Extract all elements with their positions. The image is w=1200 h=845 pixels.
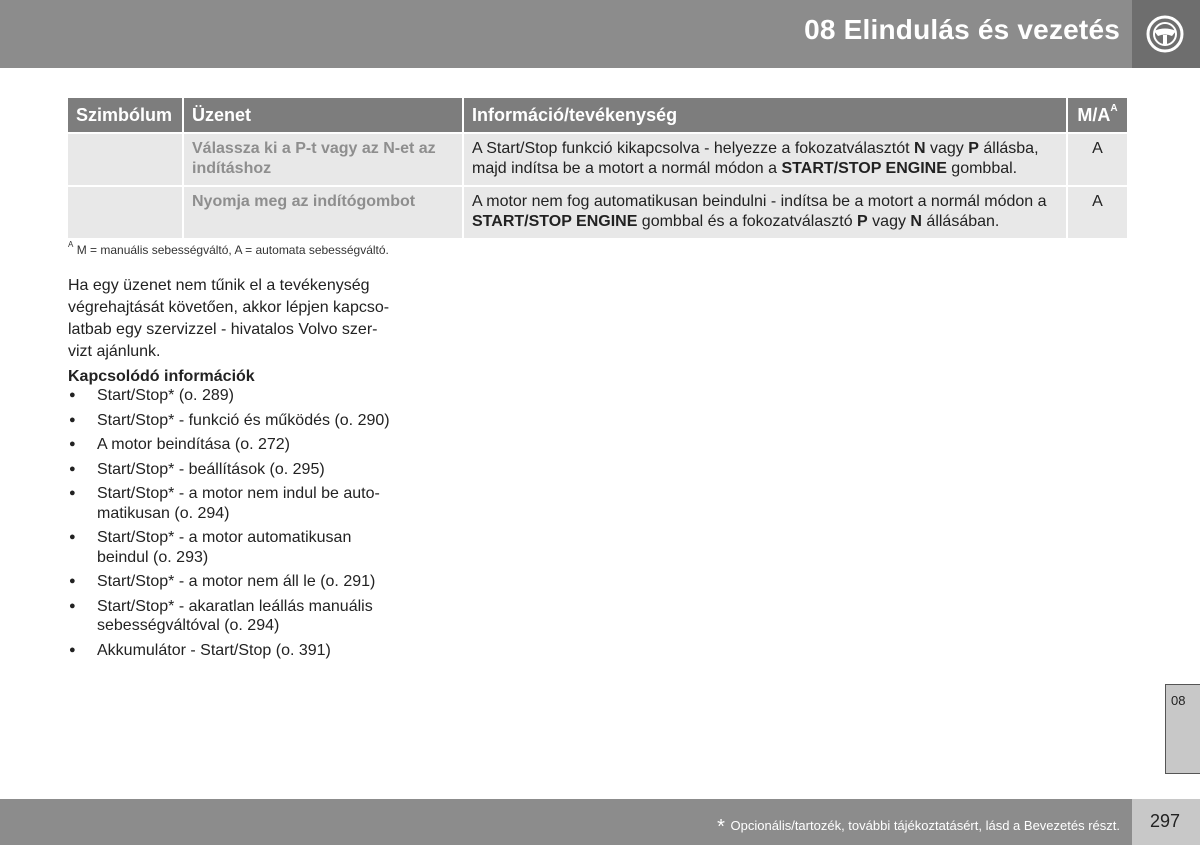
related-link-item[interactable]	[68, 411, 408, 431]
footnote-text: M = manuális sebességváltó, A = automata sebességváltó.	[76, 243, 389, 257]
footnote-marker: A	[68, 240, 74, 249]
related-link-item[interactable]	[68, 484, 408, 523]
ma-cell: A	[1068, 134, 1127, 185]
table-row	[68, 187, 1127, 238]
related-link-text: sebességváltóval (o. 294)	[97, 617, 280, 634]
chapter-side-tab-label: 08	[1171, 693, 1186, 708]
bullet-icon: ●	[69, 643, 76, 656]
message-table	[66, 96, 1129, 240]
paragraph-line: végrehajtását követően, akkor lépjen kapcso-	[68, 299, 390, 316]
table-footnote	[68, 240, 389, 257]
symbol-cell	[68, 187, 182, 238]
related-link-text: Start/Stop* - akaratlan leállás manuális	[97, 597, 373, 615]
related-link-text: Start/Stop* - a motor nem áll le (o. 291)	[97, 573, 376, 590]
info-emphasis: START/STOP ENGINE	[781, 160, 947, 177]
info-text: gombbal és a fokozatválasztó	[637, 213, 858, 230]
info-text: vagy	[925, 140, 969, 157]
related-link-text: Start/Stop* - beállítások (o. 295)	[97, 460, 325, 478]
info-cell	[464, 187, 1066, 238]
page-number-box	[1132, 799, 1200, 845]
bullet-icon: ●	[69, 599, 76, 612]
bullet-icon: ●	[69, 487, 76, 499]
paragraph-line: latbab egy szervizzel - hivatalos Volvo szer-	[68, 321, 378, 338]
ma-cell: A	[1068, 187, 1127, 238]
bullet-icon: ●	[69, 531, 76, 543]
related-heading: Kapcsolódó információk	[68, 368, 255, 385]
bullet-icon: ●	[69, 438, 76, 450]
page-number: 297	[1150, 811, 1181, 831]
related-link-text: Start/Stop* (o. 289)	[97, 387, 234, 404]
col-header-ma	[1068, 98, 1127, 132]
related-link-text: Akkumulátor - Start/Stop (o. 391)	[97, 641, 331, 659]
chapter-title: 08 Elindulás és vezetés	[804, 14, 1120, 45]
bullet-icon: ●	[69, 462, 76, 475]
info-cell	[464, 134, 1066, 185]
info-emphasis: P	[968, 140, 979, 157]
related-link-item[interactable]	[68, 460, 408, 480]
col-header-message: Üzenet	[184, 98, 462, 132]
chapter-icon-box	[1132, 0, 1200, 68]
footer-note	[717, 813, 1120, 836]
paragraph-line: Ha egy üzenet nem tűnik el a tevékenység	[68, 277, 370, 294]
related-link-text: matikusan (o. 294)	[97, 504, 230, 522]
bullet-icon: ●	[69, 575, 76, 587]
col-header-symbol: Szimbólum	[68, 98, 182, 132]
info-text: állásában.	[921, 213, 1000, 230]
info-text: állásba, majd indítsa be a motort a normál módon a	[472, 140, 1039, 177]
asterisk-marker: *	[717, 816, 725, 838]
related-link-item[interactable]	[68, 597, 408, 636]
related-link-item[interactable]	[68, 435, 408, 455]
ma-label: M/A	[1077, 104, 1111, 125]
related-link-item[interactable]	[68, 572, 408, 592]
footer-note-text: Opcionális/tartozék, további tájékoztatásért, lásd a Bevezetés részt.	[730, 818, 1120, 833]
info-text: gombbal.	[946, 160, 1018, 177]
related-list	[68, 386, 408, 665]
ma-footnote-marker: A	[1110, 102, 1118, 114]
message-cell: Válassza ki a P-t vagy az N-et az indításhoz	[184, 134, 462, 185]
info-emphasis: N	[914, 140, 926, 157]
bullet-icon: ●	[69, 413, 76, 426]
info-text: A motor nem fog automatikusan beindulni - indítsa be a motort a normál módon a	[472, 193, 1047, 210]
related-link-text: Start/Stop* - funkció és működés (o. 290)	[97, 411, 390, 429]
related-link-text: beindul (o. 293)	[97, 548, 209, 566]
symbol-cell	[68, 134, 182, 185]
table-header-row	[68, 98, 1127, 132]
related-link-item[interactable]	[68, 386, 408, 406]
steering-wheel-icon	[1145, 14, 1185, 54]
info-text: vagy	[867, 213, 911, 230]
related-link-text: Start/Stop* - a motor nem indul be auto-	[97, 485, 380, 502]
col-header-info: Információ/tevékenység	[464, 98, 1066, 132]
chapter-side-tab	[1165, 684, 1200, 774]
info-emphasis: P	[857, 213, 868, 230]
table-row	[68, 134, 1127, 185]
bullet-icon: ●	[69, 389, 76, 401]
info-text: A Start/Stop funkció kikapcsolva - helyezze a fokozatválasztót	[472, 140, 914, 157]
related-link-item[interactable]	[68, 528, 408, 567]
page-header	[0, 0, 1200, 68]
info-emphasis: N	[910, 213, 922, 230]
paragraph-line: vizt ajánlunk.	[68, 343, 161, 360]
advice-paragraph	[68, 275, 408, 363]
related-link-item[interactable]	[68, 641, 408, 661]
page-footer	[0, 799, 1132, 845]
message-cell: Nyomja meg az indítógombot	[184, 187, 462, 238]
info-emphasis: START/STOP ENGINE	[472, 213, 638, 230]
related-link-text: Start/Stop* - a motor automatikusan	[97, 529, 352, 546]
related-link-text: A motor beindítása (o. 272)	[97, 436, 290, 453]
